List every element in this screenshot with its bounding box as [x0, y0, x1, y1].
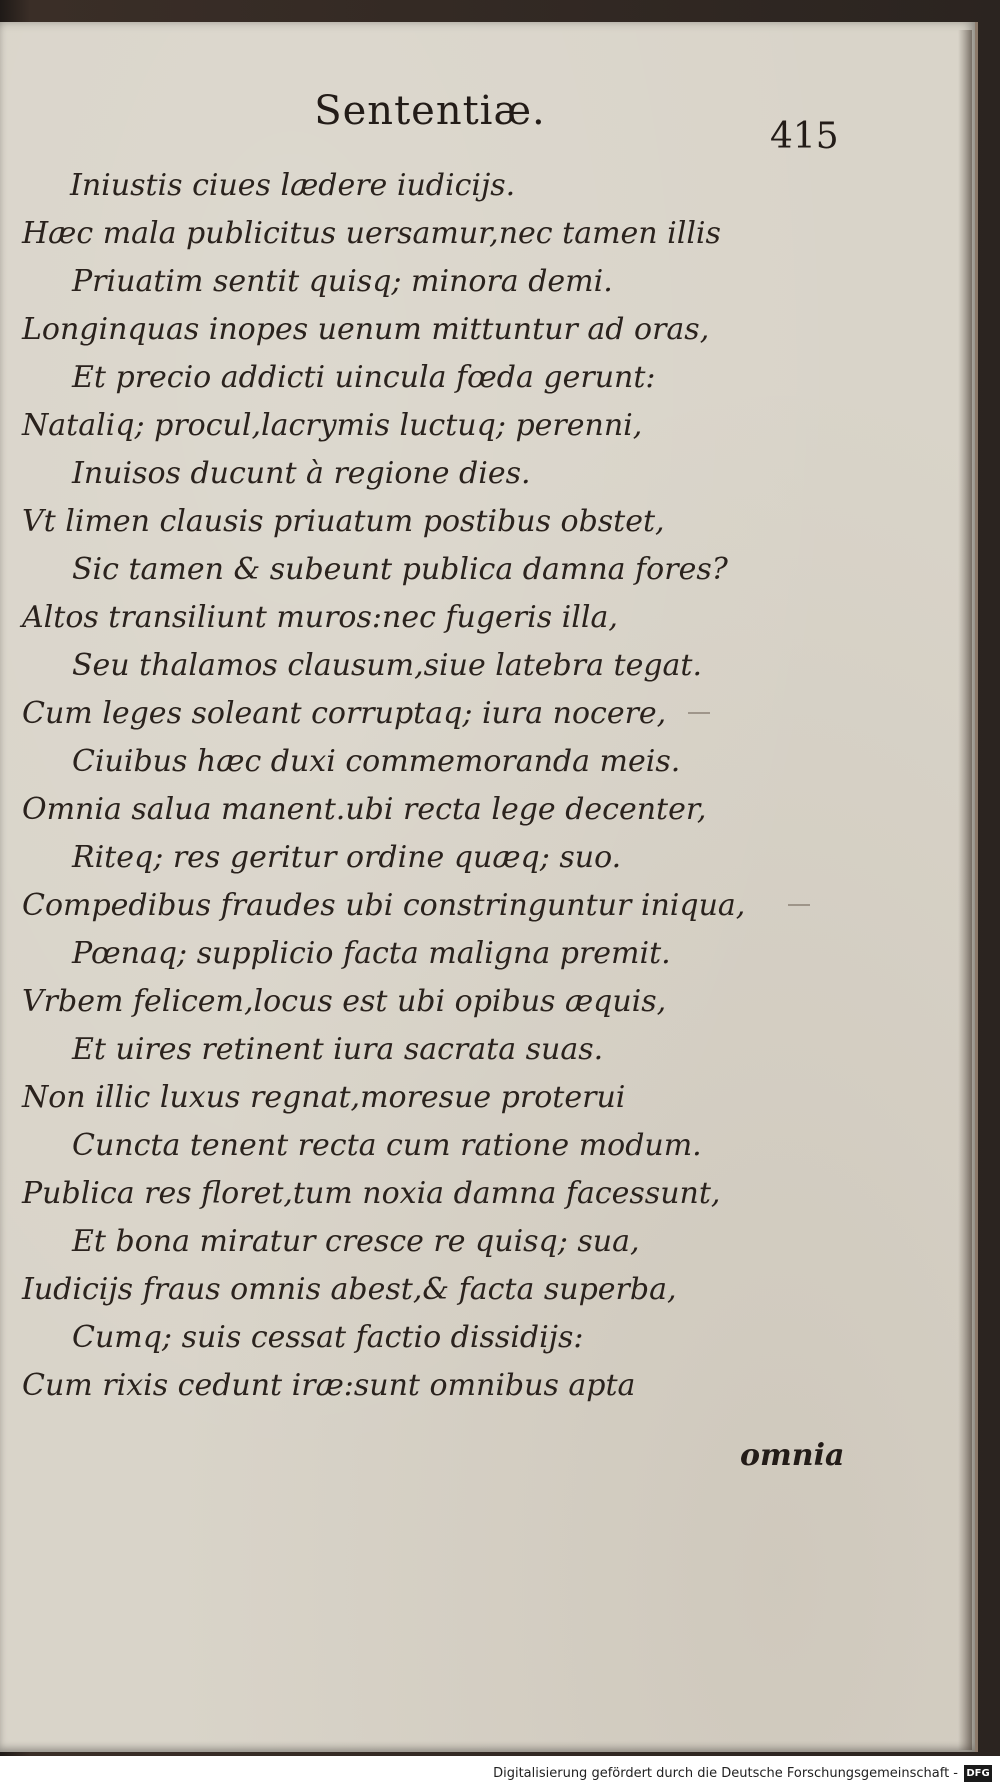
verse-line: Inuisos ducunt à regione dies.: [72, 456, 531, 491]
verse-line: Cum rixis cedunt iræ:sunt omnibus apta: [22, 1368, 636, 1403]
verse-line: Sic tamen & subeunt publica damna fores?: [72, 552, 728, 587]
verse-line: Longinquas inopes uenum mittuntur ad oras,: [22, 312, 710, 347]
running-head: Sententiæ.: [314, 88, 546, 134]
verse-text: [0, 162, 780, 1410]
catchword: omnia: [740, 1438, 845, 1473]
verse-line: Et bona miratur cresce re quisq; sua,: [72, 1224, 640, 1259]
digitization-footer: [0, 1756, 1000, 1792]
page-number: 415: [770, 116, 839, 157]
verse-line: Omnia salua manent.ubi recta lege decenter,: [22, 792, 707, 827]
verse-line: Cuncta tenent recta cum ratione modum.: [72, 1128, 702, 1163]
book-page: [0, 22, 978, 1752]
funding-credit: Digitalisierung gefördert durch die Deutsche Forschungsgemeinschaft -: [493, 1766, 958, 1781]
verse-line: Priuatim sentit quisq; minora demi.: [72, 264, 613, 299]
ink-mark: [788, 904, 810, 906]
verse-line: Pœnaq; supplicio facta maligna premit.: [72, 936, 671, 971]
verse-line: Cumq; suis cessat factio dissidijs:: [72, 1320, 584, 1355]
verse-line: Non illic luxus regnat,moresue proterui: [22, 1080, 626, 1115]
verse-line: Hæc mala publicitus uersamur,nec tamen illis: [22, 216, 721, 251]
ink-mark: [688, 712, 710, 714]
verse-line: Publica res floret,tum noxia damna facessunt,: [22, 1176, 721, 1211]
dfg-logo-icon: DFG: [964, 1765, 992, 1782]
verse-line: Compedibus fraudes ubi constringuntur iniqua,: [22, 888, 746, 923]
verse-line: Ciuibus hæc duxi commemoranda meis.: [72, 744, 681, 779]
verse-line: Cum leges soleant corruptaq; iura nocere,: [22, 696, 667, 731]
verse-line: Et precio addicti uincula fœda gerunt:: [72, 360, 656, 395]
verse-line: Altos transiliunt muros:nec fugeris illa,: [22, 600, 618, 635]
verse-line: Vt limen clausis priuatum postibus obstet,: [22, 504, 665, 539]
page-edge-shadow: [958, 30, 972, 1750]
verse-line: Riteq; res geritur ordine quæq; suo.: [72, 840, 622, 875]
verse-line: Nataliq; procul,lacrymis luctuq; perenni,: [22, 408, 643, 443]
verse-line: Seu thalamos clausum,siue latebra tegat.: [72, 648, 702, 683]
verse-line: Iudicijs fraus omnis abest,& facta superba,: [22, 1272, 677, 1307]
verse-line: Iniustis ciues lædere iudicijs.: [70, 168, 516, 203]
verse-line: Vrbem felicem,locus est ubi opibus æquis,: [22, 984, 667, 1019]
verse-line: Et uires retinent iura sacrata suas.: [72, 1032, 604, 1067]
